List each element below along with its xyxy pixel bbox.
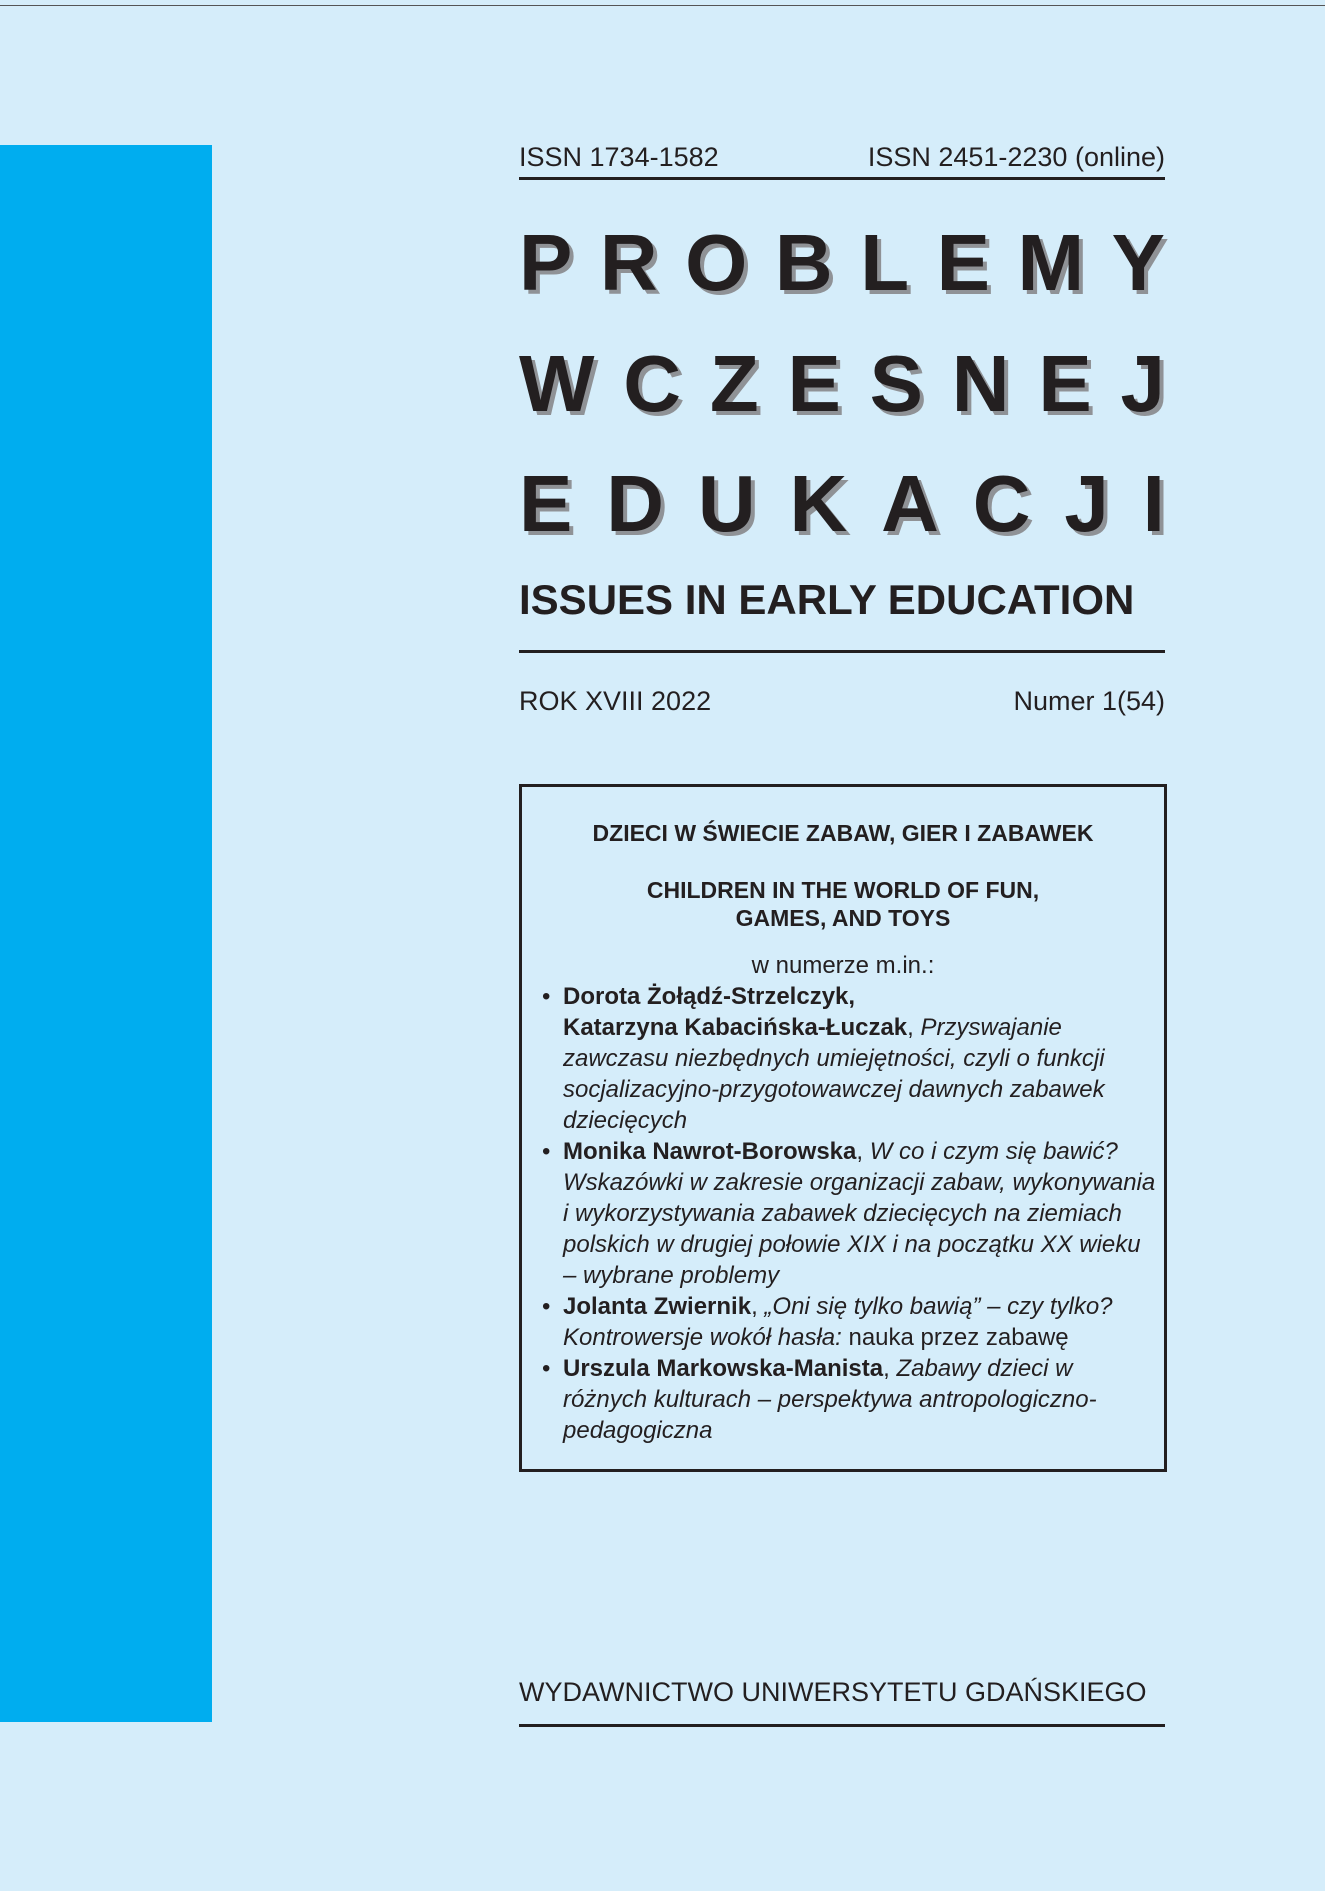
title-letter: J (1120, 339, 1165, 428)
article-item (542, 1136, 1157, 1291)
title-line-1 (519, 218, 1165, 307)
publisher-name: WYDAWNICTWO UNIWERSYTETU GDAŃSKIEGO (519, 1677, 1147, 1707)
bullet-icon: • (542, 1138, 551, 1165)
separator: , (883, 1355, 897, 1382)
title-letter: C (623, 339, 682, 428)
publisher-rule (519, 1724, 1165, 1727)
title-letter: C (972, 459, 1031, 548)
contents-heading-pl: DZIECI W ŚWIECIE ZABAW, GIER I ZABAWEK (592, 820, 1094, 846)
title-line-3 (519, 459, 1165, 548)
separator: , (907, 1014, 921, 1041)
article-author: Urszula Markowska-Manista (563, 1355, 884, 1382)
article-item (542, 1353, 1157, 1446)
issn-print: ISSN 1734-1582 (519, 142, 719, 172)
bullet-icon: • (542, 1355, 551, 1382)
title-letter: R (599, 218, 658, 307)
contents-heading-en-line-1: CHILDREN IN THE WORLD OF FUN, (646, 877, 1040, 903)
title-letter: Y (1111, 218, 1165, 307)
title-letter: U (697, 459, 756, 548)
issn-online: ISSN 2451-2230 (online) (867, 142, 1165, 172)
title-letter: P (519, 218, 573, 307)
top-edge-line (0, 5, 1325, 6)
issue-number: Numer 1(54) (1013, 686, 1165, 716)
journal-subtitle: ISSUES IN EARLY EDUCATION (519, 576, 1135, 623)
issn-rule (519, 177, 1165, 180)
article-title: „Oni się tylko bawią” – czy tylko? Kontrowersje wokół hasła: (563, 1293, 1113, 1351)
title-letter: D (606, 459, 664, 548)
article-author: Dorota Żołądź-Strzelczyk, (563, 983, 856, 1010)
separator: , (751, 1293, 765, 1320)
title-letter: S (869, 339, 924, 428)
title-letter: O (685, 218, 748, 307)
issn-row (519, 140, 1165, 180)
title-letter: K (789, 459, 848, 548)
title-letter: E (787, 339, 841, 428)
title-letter: E (519, 459, 573, 548)
article-title: W co i czym się bawić? Wskazówki w zakresie organizacji zabaw, wykonywania i wykorzystywania zabawek dziecięcych na ziemiach polskich w drugiej połowie XIX i na początku XX wieku – wybrane problemy (563, 1138, 1156, 1289)
title-letter: Z (709, 339, 759, 428)
bullet-icon: • (542, 1293, 551, 1320)
article-item (542, 1291, 1157, 1353)
article-list (542, 981, 1157, 1446)
title-letter: E (1038, 339, 1092, 428)
article-title-tail: nauka przez zabawę (841, 1324, 1069, 1351)
title-line-2 (519, 339, 1165, 428)
title-letter: N (951, 339, 1010, 428)
title-letter: A (881, 459, 939, 548)
issue-row (519, 684, 1165, 718)
title-letter: L (860, 218, 910, 307)
cover-side-bar (0, 145, 212, 1722)
subtitle-rule (519, 650, 1165, 653)
article-item (542, 981, 1157, 1136)
title-letter: J (1064, 459, 1109, 548)
article-author: Monika Nawrot-Borowska (563, 1138, 857, 1165)
issue-year: ROK XVIII 2022 (519, 686, 712, 716)
article-author: Katarzyna Kabacińska-Łuczak (563, 1014, 908, 1041)
article-author: Jolanta Zwiernik (563, 1293, 752, 1320)
separator: , (856, 1138, 870, 1165)
contents-heading-en-line-2: GAMES, AND TOYS (735, 905, 951, 931)
title-letter: E (936, 218, 990, 307)
title-letter: W (519, 339, 595, 428)
title-letter: I (1142, 459, 1165, 548)
title-letter: B (774, 218, 833, 307)
contents-intro: w numerze m.in.: (751, 952, 935, 979)
bullet-icon: • (542, 983, 551, 1010)
title-letter: M (1017, 218, 1085, 307)
contents-box (519, 784, 1167, 1472)
article-title: Przyswajanie zawczasu niezbędnych umiejętności, czyli o funkcji socjalizacyjno-przygotowawczej dawnych zabawek dziecięcych (563, 1014, 1105, 1134)
article-title: Zabawy dzieci w różnych kulturach – perspektywa antropologiczno-pedagogiczna (563, 1355, 1097, 1444)
